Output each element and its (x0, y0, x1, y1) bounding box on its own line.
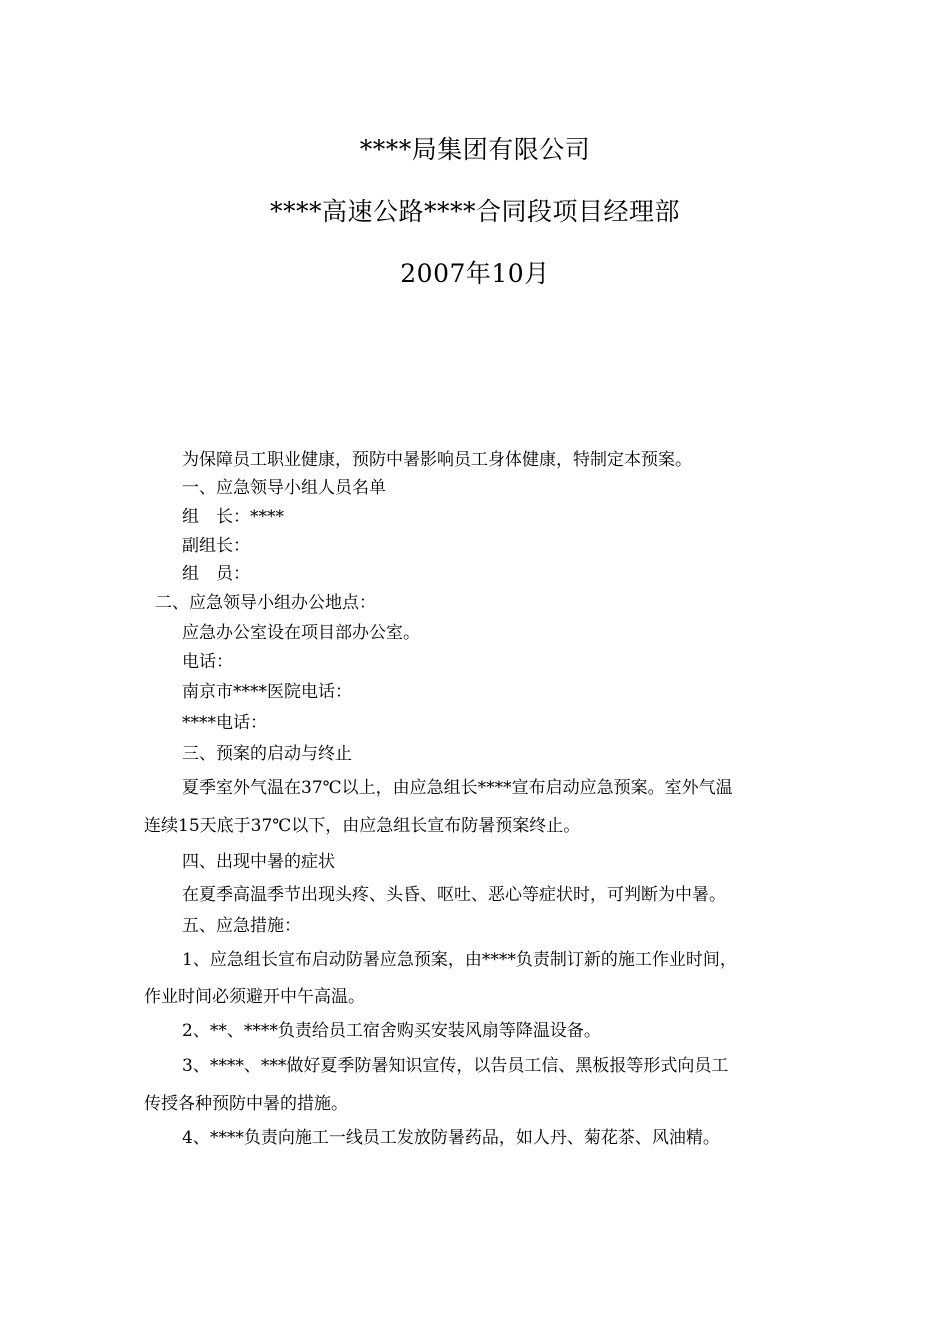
section5-item1-line1: 1、应急组长宣布启动防暑应急预案，由****负责制订新的施工作业时间， (182, 950, 737, 970)
section5-item2: 2、**、****负责给员工宿舍购买安装风扇等降温设备。 (182, 1021, 601, 1041)
company-title: ****局集团有限公司 (359, 135, 591, 164)
section5-item3-line1: 3、****、***做好夏季防暑知识宣传，以告员工信、黑板报等形式向员工 (182, 1056, 729, 1076)
section2-office: 应急办公室设在项目部办公室。 (182, 623, 420, 643)
section1-deputy: 副组长： (182, 536, 250, 556)
section5-item3-line2: 传授各种预防中暑的措施。 (144, 1094, 348, 1114)
intro-paragraph: 为保障员工职业健康，预防中暑影响员工身体健康，特制定本预案。 (182, 450, 692, 470)
section4-text: 在夏季高温季节出现头疼、头昏、呕吐、恶心等症状时，可判断为中暑。 (182, 885, 726, 905)
section4-heading: 四、出现中暑的症状 (182, 852, 335, 872)
section2-phone: 电话： (182, 652, 233, 672)
document-date: 2007年10月 (400, 259, 550, 288)
section3-heading: 三、预案的启动与终止 (182, 744, 352, 764)
section2-hospital-phone: 南京市****医院电话： (182, 682, 352, 702)
section5-item4: 4、****负责向施工一线员工发放防暑药品，如人丹、菊花茶、风油精。 (182, 1128, 720, 1148)
section2-other-phone: ****电话： (182, 713, 267, 733)
section3-text-line1: 夏季室外气温在37℃以上，由应急组长****宣布启动应急预案。室外气温 (182, 778, 733, 798)
section5-item1-line2: 作业时间必须避开中午高温。 (144, 987, 365, 1007)
section2-heading: 二、应急领导小组办公地点： (155, 593, 376, 613)
section1-members: 组 员： (182, 564, 250, 584)
section1-heading: 一、应急领导小组人员名单 (182, 478, 386, 498)
section1-leader: 组 长：**** (182, 507, 284, 527)
department-title: ****高速公路****合同段项目经理部 (269, 197, 680, 226)
section3-text-line2: 连续15天底于37℃以下，由应急组长宣布防暑预案终止。 (144, 816, 581, 836)
section5-heading: 五、应急措施： (182, 916, 301, 936)
